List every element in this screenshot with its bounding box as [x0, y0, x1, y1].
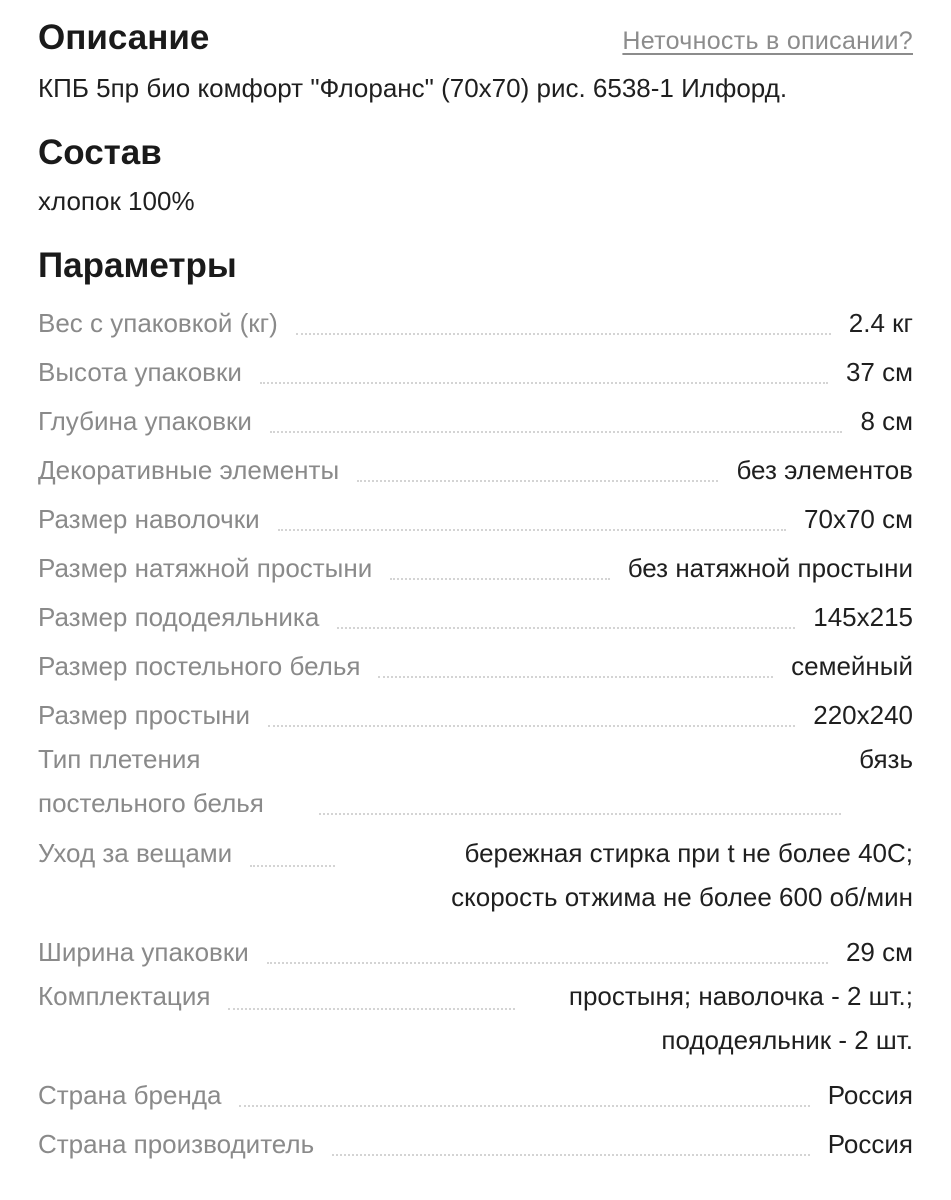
param-name: Размер пододеяльника: [38, 602, 320, 632]
parameters-title: Параметры: [38, 246, 237, 285]
param-value: без элементов: [736, 455, 913, 485]
param-name: Ширина упаковки: [38, 937, 249, 967]
dotted-leader: [357, 480, 718, 482]
dotted-leader: [337, 627, 795, 629]
param-value: простыня; наволочка - 2 шт.; пододеяльник - 2 шт.: [568, 981, 913, 1055]
dotted-leader: [278, 529, 786, 531]
param-name: Размер натяжной простыни: [38, 553, 373, 583]
dotted-leader: [332, 1154, 810, 1156]
description-header: [38, 20, 913, 56]
dotted-leader: [260, 382, 828, 384]
param-name: Размер постельного белья: [38, 651, 361, 681]
param-row: [38, 925, 913, 974]
dotted-leader: [267, 962, 828, 964]
dotted-leader: [296, 333, 831, 335]
param-value: без натяжной простыни: [627, 553, 913, 583]
param-name: Комплектация: [38, 981, 211, 1011]
param-row: [38, 492, 913, 541]
dotted-leader: [268, 725, 795, 727]
param-row: [38, 345, 913, 394]
param-name: Глубина упаковки: [38, 406, 252, 436]
param-row: [38, 296, 913, 345]
composition-text: хлопок 100%: [38, 186, 195, 216]
description-title: Описание: [38, 18, 210, 57]
param-row: [38, 974, 913, 1062]
param-value: 29 см: [845, 937, 913, 967]
dotted-leader: [390, 578, 609, 580]
report-inaccuracy-link[interactable]: Неточность в описании?: [622, 27, 913, 55]
param-name: Размер простыни: [38, 700, 251, 730]
param-value: Россия: [827, 1080, 913, 1110]
param-name: Декоративные элементы: [38, 455, 340, 485]
param-value: 37 см: [845, 357, 913, 387]
param-row: [38, 1117, 913, 1166]
dotted-leader: [378, 676, 773, 678]
parameters-list: [38, 296, 913, 1166]
param-row: [38, 541, 913, 590]
param-value: 2.4 кг: [848, 308, 913, 338]
param-row: [38, 443, 913, 492]
param-name: Размер наволочки: [38, 504, 260, 534]
param-name: Уход за вещами: [38, 838, 233, 868]
param-value: Россия: [827, 1129, 913, 1159]
param-value: 220x240: [813, 700, 913, 730]
param-row: [38, 688, 913, 737]
param-value: бязь: [859, 744, 913, 774]
param-row: [38, 737, 913, 825]
param-row: [38, 394, 913, 443]
dotted-leader: [228, 1008, 515, 1010]
param-row: [38, 590, 913, 639]
param-row: [38, 639, 913, 688]
param-value: бережная стирка при t не более 40C; скорость отжима не более 600 об/мин: [451, 838, 913, 912]
param-value: 8 см: [860, 406, 913, 436]
composition-title: Состав: [38, 133, 162, 172]
param-row: [38, 831, 913, 919]
description-text: КПБ 5пр био комфорт "Флоранс" (70x70) рис. 6538-1 Илфорд.: [38, 73, 788, 103]
dotted-leader: [270, 431, 843, 433]
param-name: Высота упаковки: [38, 357, 242, 387]
param-name: Страна производитель: [38, 1129, 315, 1159]
param-name: Страна бренда: [38, 1080, 222, 1110]
dotted-leader: [239, 1105, 809, 1107]
param-value: 145x215: [813, 602, 913, 632]
param-row: [38, 1068, 913, 1117]
dotted-leader: [250, 865, 335, 867]
dotted-leader: [319, 813, 842, 815]
param-name: Тип плетения постельного белья: [38, 744, 264, 818]
param-value: 70x70 см: [804, 504, 913, 534]
param-value: семейный: [791, 651, 913, 681]
param-name: Вес с упаковкой (кг): [38, 308, 278, 338]
